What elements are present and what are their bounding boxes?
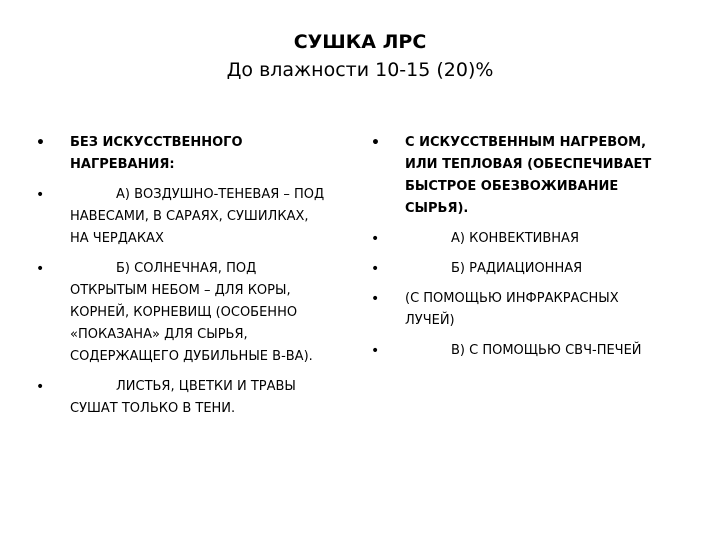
- bullet-icon: •: [36, 135, 45, 151]
- list-item-text: Б) СОЛНЕЧНАЯ, ПОД ОТКРЫТЫМ НЕБОМ – ДЛЯ КОРЫ, КОРНЕЙ, КОРНЕВИЩ (ОСОБЕННО «ПОКАЗАНА» ДЛЯ СЫРЬЯ, СОДЕРЖАЩЕГО ДУБИЛЬНЫЕ В-ВА).: [70, 261, 313, 364]
- list-item-text: А) ВОЗДУШНО-ТЕНЕВАЯ – ПОД НАВЕСАМИ, В САРАЯХ, СУШИЛКАХ, НА ЧЕРДАКАХ: [70, 187, 325, 246]
- list-item: [371, 340, 661, 362]
- list-item: [371, 288, 661, 332]
- bullet-icon: •: [371, 231, 380, 247]
- list-item: [36, 132, 326, 176]
- list-item-text: А) КОНВЕКТИВНАЯ: [451, 231, 579, 246]
- list-item: [371, 228, 661, 250]
- bullet-icon: •: [371, 135, 380, 151]
- title-block: [0, 30, 720, 83]
- right-column: [371, 132, 661, 370]
- list-item: [36, 258, 326, 368]
- list-item-text: БЕЗ ИСКУССТВЕННОГО НАГРЕВАНИЯ:: [70, 135, 243, 172]
- list-item-text: (С ПОМОЩЬЮ ИНФРАКРАСНЫХ ЛУЧЕЙ): [405, 291, 619, 328]
- list-item-text: Б) РАДИАЦИОННАЯ: [451, 261, 583, 276]
- list-item: [36, 184, 326, 250]
- bullet-icon: •: [36, 261, 45, 277]
- list-item-text: С ИСКУССТВЕННЫМ НАГРЕВОМ, ИЛИ ТЕПЛОВАЯ (ОБЕСПЕЧИВАЕТ БЫСТРОЕ ОБЕЗВОЖИВАНИЕ СЫРЬЯ).: [405, 135, 652, 216]
- list-item: [371, 132, 661, 220]
- list-item-text: В) С ПОМОЩЬЮ СВЧ-ПЕЧЕЙ: [451, 343, 642, 358]
- slide-title: СУШКА ЛРС: [293, 31, 427, 53]
- list-item: [371, 258, 661, 280]
- bullet-icon: •: [371, 261, 380, 277]
- bullet-icon: •: [371, 291, 380, 307]
- left-column: [36, 132, 326, 428]
- list-item-text: ЛИСТЬЯ, ЦВЕТКИ И ТРАВЫ СУШАТ ТОЛЬКО В ТЕНИ.: [70, 379, 296, 416]
- bullet-icon: •: [36, 187, 45, 203]
- slide-subtitle: До влажности 10-15 (20)%: [226, 59, 494, 81]
- bullet-icon: •: [371, 343, 380, 359]
- bullet-icon: •: [36, 379, 45, 395]
- list-item: [36, 376, 326, 420]
